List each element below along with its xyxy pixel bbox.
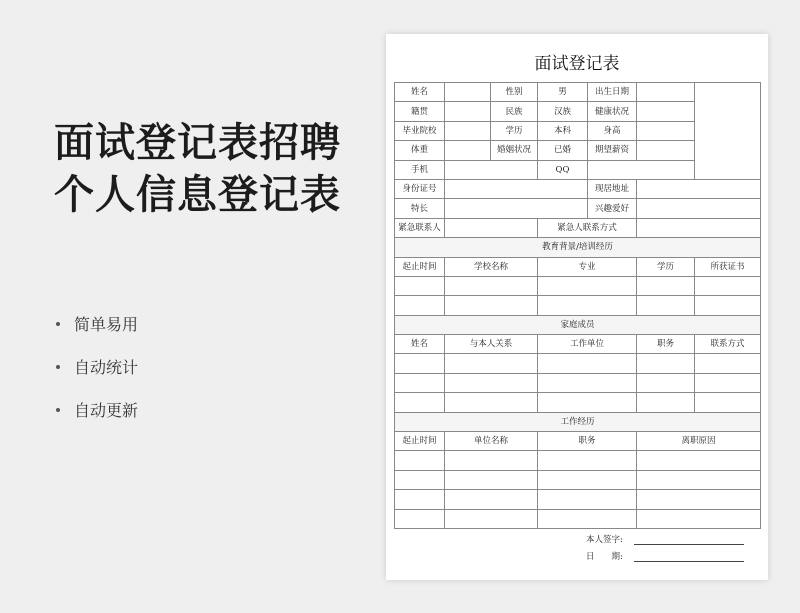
emergency-contact-input[interactable] xyxy=(445,218,538,237)
label-cell: 民族 xyxy=(491,102,538,121)
input-cell[interactable] xyxy=(445,393,538,412)
input-cell[interactable] xyxy=(395,451,445,470)
feature-item xyxy=(56,357,138,379)
table-row xyxy=(395,354,761,373)
section-row xyxy=(395,238,761,257)
work-section-title: 工作经历 xyxy=(395,412,761,431)
input-cell[interactable] xyxy=(637,141,695,160)
column-header: 起止时间 xyxy=(395,432,445,451)
feature-list xyxy=(56,314,138,443)
input-cell[interactable] xyxy=(637,393,695,412)
input-cell[interactable] xyxy=(445,490,538,509)
promo-title-line1: 面试登记表招聘 xyxy=(54,120,341,166)
column-header: 职务 xyxy=(637,335,695,354)
input-cell[interactable] xyxy=(538,354,637,373)
table-row xyxy=(395,296,761,315)
label-cell: 籍贯 xyxy=(395,102,445,121)
feature-label: 自动统计 xyxy=(74,358,139,377)
input-cell[interactable] xyxy=(695,354,761,373)
input-cell[interactable] xyxy=(637,490,761,509)
input-cell[interactable] xyxy=(637,83,695,102)
column-header: 联系方式 xyxy=(695,335,761,354)
section-row xyxy=(395,412,761,431)
column-header: 学历 xyxy=(637,257,695,276)
input-cell[interactable]: 男 xyxy=(538,83,588,102)
input-cell[interactable] xyxy=(695,276,761,295)
input-cell[interactable] xyxy=(395,373,445,392)
input-cell[interactable] xyxy=(445,83,491,102)
input-cell[interactable] xyxy=(538,276,637,295)
input-cell[interactable] xyxy=(445,373,538,392)
input-cell[interactable] xyxy=(445,354,538,373)
table-row xyxy=(395,393,761,412)
input-cell[interactable] xyxy=(445,276,538,295)
input-cell[interactable] xyxy=(637,276,695,295)
table-row xyxy=(395,179,761,198)
column-header: 姓名 xyxy=(395,335,445,354)
table-row xyxy=(395,218,761,237)
input-cell[interactable] xyxy=(695,296,761,315)
input-cell[interactable] xyxy=(445,509,538,528)
input-cell[interactable] xyxy=(637,373,695,392)
input-cell[interactable]: 已婚 xyxy=(538,141,588,160)
input-cell[interactable] xyxy=(445,451,538,470)
table-header-row xyxy=(395,432,761,451)
skill-input[interactable] xyxy=(445,199,588,218)
input-cell[interactable] xyxy=(395,509,445,528)
promo-title xyxy=(54,117,341,221)
section-row xyxy=(395,315,761,334)
bullet-icon xyxy=(56,322,60,326)
photo-cell[interactable] xyxy=(695,83,761,180)
signature-label: 本人签字: xyxy=(586,535,623,545)
input-cell[interactable] xyxy=(538,451,637,470)
label-cell: 毕业院校 xyxy=(395,121,445,140)
date-label: 日 期: xyxy=(586,552,623,562)
id-number-input[interactable] xyxy=(445,179,588,198)
input-cell[interactable] xyxy=(637,296,695,315)
input-cell[interactable] xyxy=(445,296,538,315)
label-cell: 姓名 xyxy=(395,83,445,102)
input-cell[interactable] xyxy=(538,509,637,528)
form-paper xyxy=(386,34,768,580)
column-header: 职务 xyxy=(538,432,637,451)
input-cell[interactable] xyxy=(395,276,445,295)
column-header: 离职原因 xyxy=(637,432,761,451)
label-cell: 出生日期 xyxy=(588,83,637,102)
address-label: 现居地址 xyxy=(588,179,637,198)
table-row xyxy=(395,490,761,509)
input-cell[interactable] xyxy=(395,393,445,412)
input-cell[interactable] xyxy=(445,102,491,121)
table-row xyxy=(395,470,761,489)
promo-title-line2: 个人信息登记表 xyxy=(54,172,341,218)
column-header: 所获证书 xyxy=(695,257,761,276)
input-cell[interactable] xyxy=(538,373,637,392)
education-section-title: 教育背景/培训经历 xyxy=(395,238,761,257)
table-row xyxy=(395,199,761,218)
input-cell[interactable] xyxy=(445,470,538,489)
column-header: 与本人关系 xyxy=(445,335,538,354)
input-cell[interactable] xyxy=(637,451,761,470)
table-header-row xyxy=(395,335,761,354)
input-cell[interactable] xyxy=(637,509,761,528)
bullet-icon xyxy=(56,365,60,369)
input-cell[interactable] xyxy=(637,121,695,140)
registration-table xyxy=(394,82,761,529)
address-input[interactable] xyxy=(637,179,761,198)
column-header: 工作单位 xyxy=(538,335,637,354)
phone-input[interactable] xyxy=(445,160,538,179)
column-header: 单位名称 xyxy=(445,432,538,451)
input-cell[interactable] xyxy=(538,296,637,315)
input-cell[interactable] xyxy=(695,373,761,392)
input-cell[interactable] xyxy=(637,354,695,373)
qq-label: QQ xyxy=(538,160,588,179)
table-row xyxy=(395,509,761,528)
emergency-contact-label: 紧急联系人 xyxy=(395,218,445,237)
bullet-icon xyxy=(56,408,60,412)
input-cell[interactable] xyxy=(395,296,445,315)
input-cell[interactable]: 本科 xyxy=(538,121,588,140)
feature-item xyxy=(56,314,138,336)
signature-line[interactable] xyxy=(634,544,744,545)
date-line[interactable] xyxy=(634,561,744,562)
phone-label: 手机 xyxy=(395,160,445,179)
label-cell: 婚姻状况 xyxy=(491,141,538,160)
column-header: 学校名称 xyxy=(445,257,538,276)
form-title: 面试登记表 xyxy=(534,54,620,74)
column-header: 起止时间 xyxy=(395,257,445,276)
family-section-title: 家庭成员 xyxy=(395,315,761,334)
input-cell[interactable] xyxy=(445,121,491,140)
label-cell: 期望薪资 xyxy=(588,141,637,160)
feature-item xyxy=(56,400,138,422)
input-cell[interactable] xyxy=(538,393,637,412)
feature-label: 自动更新 xyxy=(74,401,139,420)
label-cell: 性别 xyxy=(491,83,538,102)
column-header: 专业 xyxy=(538,257,637,276)
input-cell[interactable] xyxy=(637,102,695,121)
input-cell[interactable] xyxy=(538,470,637,489)
input-cell[interactable] xyxy=(445,141,491,160)
label-cell: 身高 xyxy=(588,121,637,140)
skill-label: 特长 xyxy=(395,199,445,218)
table-header-row xyxy=(395,257,761,276)
input-cell[interactable] xyxy=(395,470,445,489)
input-cell[interactable] xyxy=(695,393,761,412)
hobby-input[interactable] xyxy=(637,199,761,218)
feature-label: 简单易用 xyxy=(74,315,139,334)
label-cell: 学历 xyxy=(491,121,538,140)
input-cell[interactable] xyxy=(538,490,637,509)
input-cell[interactable] xyxy=(395,354,445,373)
emergency-phone-label: 紧急人联系方式 xyxy=(538,218,637,237)
emergency-phone-input[interactable] xyxy=(637,218,761,237)
hobby-label: 兴趣爱好 xyxy=(588,199,637,218)
table-row xyxy=(395,83,761,102)
table-row xyxy=(395,451,761,470)
label-cell: 体重 xyxy=(395,141,445,160)
label-cell: 健康状况 xyxy=(588,102,637,121)
input-cell[interactable]: 汉族 xyxy=(538,102,588,121)
table-row xyxy=(395,373,761,392)
input-cell[interactable] xyxy=(637,470,761,489)
table-row xyxy=(395,276,761,295)
id-number-label: 身份证号 xyxy=(395,179,445,198)
input-cell[interactable] xyxy=(395,490,445,509)
qq-input[interactable] xyxy=(588,160,695,179)
